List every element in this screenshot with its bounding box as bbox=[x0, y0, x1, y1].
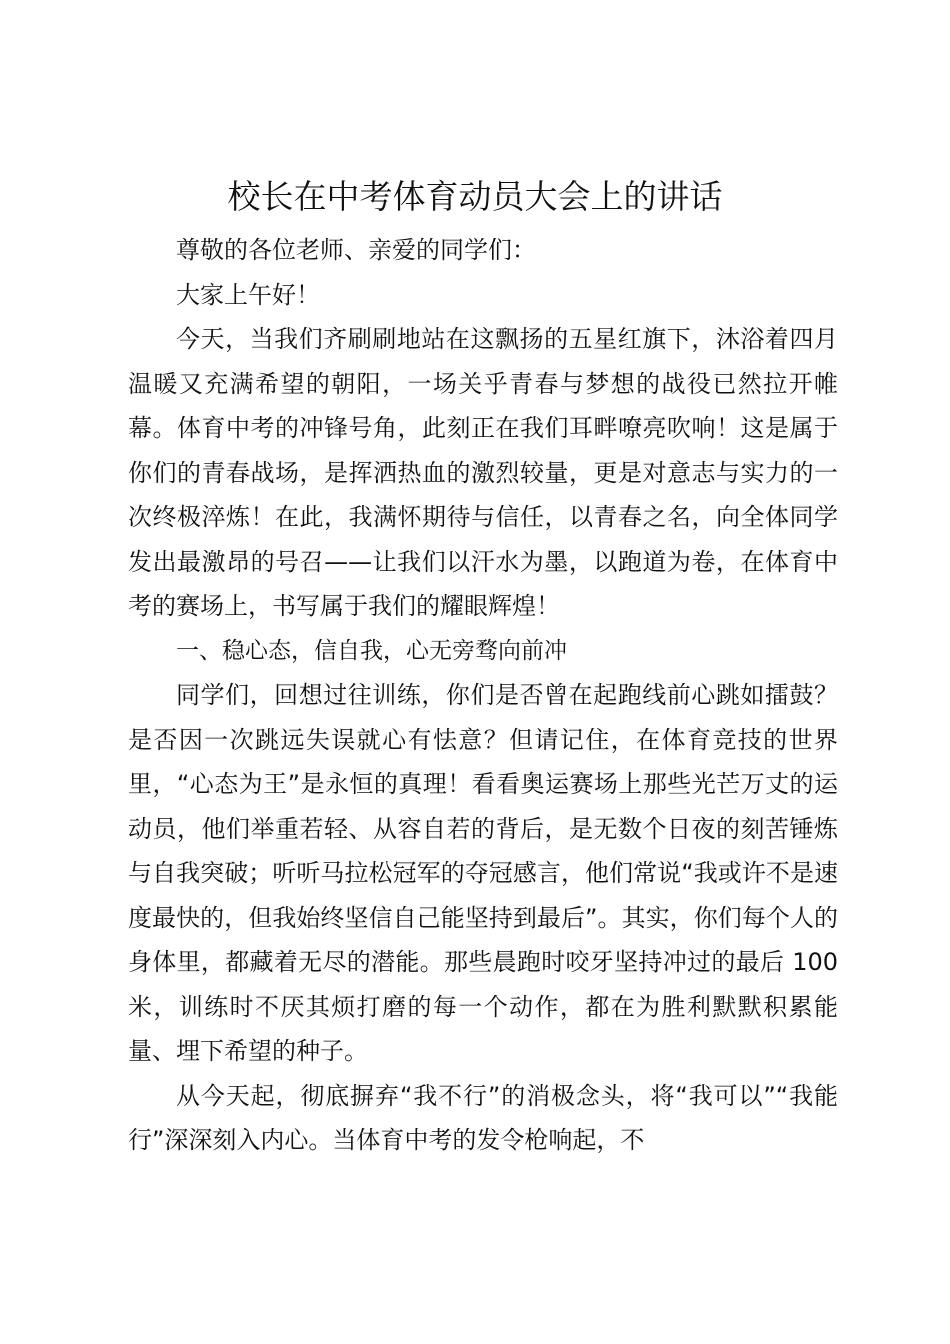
paragraph-mindset: 同学们，回想过往训练，你们是否曾在起跑线前心跳如擂鼓？是否因一次跳远失误就心有怯意？但请记住，在体育竞技的世界里，“心态为王”是永恒的真理！看看奥运赛场上那些光芒万丈的运动员，他们举重若轻、从容自若的背后，是无数个日夜的刻苦锤炼与自我突破；听听马拉松冠军的夺冠感言，他们常说“我或许不是速度最快的，但我始终坚信自己能坚持到最后”。其实，你们每个人的身体里，都藏着无尽的潜能。那些晨跑时咬牙坚持冲过的最后 100 米，训练时不厌其烦打磨的每一个动作，都在为胜利默默积累能量、埋下希望的种子。 bbox=[128, 681, 838, 1065]
paragraph-confidence: 从今天起，彻底摒弃“我不行”的消极念头，将“我可以”“我能行”深深刻入内心。当体育中考的发令枪响起，不 bbox=[128, 1081, 838, 1154]
greeting: 大家上午好！ bbox=[176, 280, 320, 309]
document-body bbox=[128, 228, 838, 1163]
paragraph-intro: 今天，当我们齐刷刷地站在这飘扬的五星红旗下，沐浴着四月温暖又充满希望的朝阳，一场关乎青春与梦想的战役已然拉开帷幕。体育中考的冲锋号角，此刻正在我们耳畔嘹亮吹响！这是属于你们的青春战场，是挥洒热血的激烈较量，更是对意志与实力的一次终极淬炼！在此，我满怀期待与信任，以青春之名，向全体同学发出最激昂的号召——让我们以汗水为墨，以跑道为卷，在体育中考的赛场上，书写属于我们的耀眼辉煌！ bbox=[128, 325, 838, 620]
document-title: 校长在中考体育动员大会上的讲话 bbox=[227, 177, 723, 216]
section-heading-1: 一、稳心态，信自我，心无旁骛向前冲 bbox=[176, 637, 567, 664]
salutation: 尊敬的各位老师、亲爱的同学们： bbox=[176, 236, 536, 264]
